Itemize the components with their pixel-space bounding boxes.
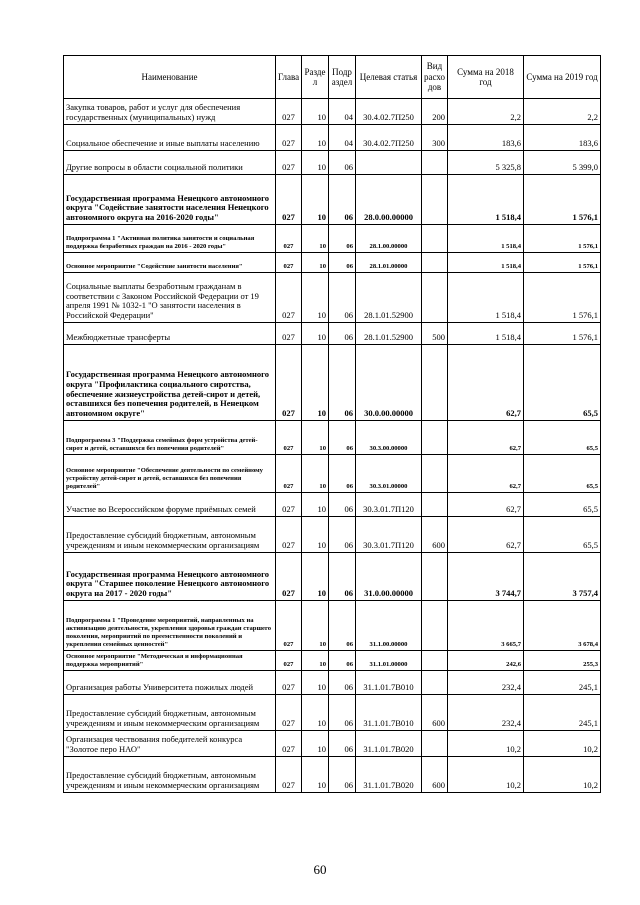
row-razdel: 10	[302, 695, 329, 731]
row-name: Социальное обеспечение и иные выплаты населению	[64, 125, 276, 151]
row-sum2019: 65,5	[524, 493, 601, 517]
row-vid: 600	[422, 695, 448, 731]
row-glava: 027	[276, 517, 302, 553]
row-sum2018: 1 518,4	[448, 323, 524, 345]
row-sum2018: 242,6	[448, 651, 524, 671]
row-vid: 200	[422, 99, 448, 125]
row-podrazdel: 06	[329, 651, 356, 671]
row-podrazdel: 06	[329, 345, 356, 421]
row-name: Участие во Всероссийском форуме приёмных семей	[64, 493, 276, 517]
table-row	[64, 99, 601, 125]
row-sum2019: 10,2	[524, 731, 601, 757]
row-vid	[422, 601, 448, 651]
row-sum2019: 1 576,1	[524, 273, 601, 323]
row-podrazdel: 06	[329, 517, 356, 553]
header-row	[64, 56, 601, 99]
table-row	[64, 493, 601, 517]
row-vid	[422, 253, 448, 273]
row-vid: 300	[422, 125, 448, 151]
header-razdel: Разде л	[302, 56, 329, 99]
table-row	[64, 601, 601, 651]
row-razdel: 10	[302, 493, 329, 517]
table-row	[64, 651, 601, 671]
row-sum2019: 65,5	[524, 455, 601, 493]
table-row	[64, 671, 601, 695]
row-podrazdel: 06	[329, 323, 356, 345]
row-vid: 600	[422, 757, 448, 793]
row-glava: 027	[276, 225, 302, 253]
row-podrazdel: 06	[329, 601, 356, 651]
table-row	[64, 455, 601, 493]
row-vid	[422, 455, 448, 493]
row-razdel: 10	[302, 323, 329, 345]
row-glava: 027	[276, 553, 302, 601]
row-razdel: 10	[302, 175, 329, 225]
row-target: 28.1.00.00000	[356, 225, 422, 253]
header-glava: Глава	[276, 56, 302, 99]
row-glava: 027	[276, 99, 302, 125]
row-glava: 027	[276, 273, 302, 323]
row-name: Основное мероприятие "Методическая и информационная поддержка мероприятий"	[64, 651, 276, 671]
row-sum2018: 183,6	[448, 125, 524, 151]
table-row	[64, 151, 601, 175]
row-glava: 027	[276, 695, 302, 731]
row-razdel: 10	[302, 455, 329, 493]
row-sum2018: 232,4	[448, 695, 524, 731]
row-target: 30.3.00.00000	[356, 421, 422, 455]
table-row	[64, 345, 601, 421]
row-sum2019: 1 576,1	[524, 253, 601, 273]
row-name: Социальные выплаты безработным гражданам в соответствии с Законом Российской Федерации от 19 апреля 1991 № 1032-1 "О занятости населения в Российской Федерации"	[64, 273, 276, 323]
row-razdel: 10	[302, 517, 329, 553]
row-podrazdel: 06	[329, 731, 356, 757]
row-podrazdel: 06	[329, 273, 356, 323]
row-sum2018: 62,7	[448, 493, 524, 517]
row-sum2019: 1 576,1	[524, 175, 601, 225]
row-podrazdel: 06	[329, 455, 356, 493]
header-name: Наименование	[64, 56, 276, 99]
row-glava: 027	[276, 345, 302, 421]
row-glava: 027	[276, 757, 302, 793]
table-row	[64, 273, 601, 323]
row-sum2019: 1 576,1	[524, 225, 601, 253]
row-glava: 027	[276, 493, 302, 517]
row-sum2018: 5 325,8	[448, 151, 524, 175]
row-name: Предоставление субсидий бюджетным, автономным учреждениям и иным некоммерческим организациям	[64, 695, 276, 731]
row-name: Другие вопросы в области социальной политики	[64, 151, 276, 175]
page-number: 60	[313, 862, 327, 877]
row-podrazdel: 06	[329, 253, 356, 273]
row-vid: 500	[422, 323, 448, 345]
row-razdel: 10	[302, 601, 329, 651]
row-glava: 027	[276, 323, 302, 345]
row-podrazdel: 06	[329, 225, 356, 253]
row-podrazdel: 04	[329, 99, 356, 125]
row-name: Подпрограмма 1 "Проведение мероприятий, направленных на активизацию деятельности, укрепления здоровья граждан старшего поколения, мероприятий по преемственности поколений и укрепления семейных ценностей"	[64, 601, 276, 651]
table-row	[64, 517, 601, 553]
table-row	[64, 253, 601, 273]
row-podrazdel: 06	[329, 553, 356, 601]
row-vid	[422, 421, 448, 455]
row-glava: 027	[276, 253, 302, 273]
header-target: Целевая статья	[356, 56, 422, 99]
row-target: 31.1.01.7В010	[356, 695, 422, 731]
row-target: 31.1.01.7В020	[356, 757, 422, 793]
table-body	[64, 99, 601, 793]
row-razdel: 10	[302, 671, 329, 695]
row-glava: 027	[276, 421, 302, 455]
table-row	[64, 225, 601, 253]
row-name: Государственная программа Ненецкого автономного округа "Профилактика социального сиротства, обеспечение жизнеустройства детей-сирот и детей, оставшихся без попечения родителей, в Ненецком автономном округе"	[64, 345, 276, 421]
row-sum2019: 65,5	[524, 517, 601, 553]
row-sum2019: 2,2	[524, 99, 601, 125]
row-vid	[422, 671, 448, 695]
row-target: 30.4.02.7П250	[356, 125, 422, 151]
row-target: 30.4.02.7П250	[356, 99, 422, 125]
row-glava: 027	[276, 455, 302, 493]
row-razdel: 10	[302, 421, 329, 455]
row-razdel: 10	[302, 125, 329, 151]
row-glava: 027	[276, 175, 302, 225]
header-sum2019: Сумма на 2019 год	[524, 56, 601, 99]
row-podrazdel: 06	[329, 671, 356, 695]
row-sum2018: 2,2	[448, 99, 524, 125]
row-name: Предоставление субсидий бюджетным, автономным учреждениям и иным некоммерческим организациям	[64, 517, 276, 553]
row-sum2019: 255,3	[524, 651, 601, 671]
row-sum2019: 3 757,4	[524, 553, 601, 601]
row-name: Закупка товаров, работ и услуг для обеспечения государственных (муниципальных) нужд	[64, 99, 276, 125]
row-target: 30.3.01.7П120	[356, 493, 422, 517]
row-target: 28.1.01.00000	[356, 253, 422, 273]
row-vid	[422, 553, 448, 601]
row-vid	[422, 651, 448, 671]
row-sum2019: 183,6	[524, 125, 601, 151]
row-target: 28.1.01.52900	[356, 273, 422, 323]
row-vid	[422, 493, 448, 517]
row-razdel: 10	[302, 273, 329, 323]
row-sum2019: 65,5	[524, 345, 601, 421]
row-sum2018: 1 518,4	[448, 273, 524, 323]
row-target: 28.1.01.52900	[356, 323, 422, 345]
row-target: 30.0.00.00000	[356, 345, 422, 421]
row-razdel: 10	[302, 253, 329, 273]
row-sum2018: 62,7	[448, 421, 524, 455]
row-target: 30.3.01.7П120	[356, 517, 422, 553]
row-sum2018: 3 744,7	[448, 553, 524, 601]
row-podrazdel: 06	[329, 757, 356, 793]
row-razdel: 10	[302, 731, 329, 757]
row-name: Подпрограмма 1 "Активная политика занятости и социальная поддержка безработных граждан на 2016 - 2020 годы"	[64, 225, 276, 253]
row-target: 31.1.00.00000	[356, 601, 422, 651]
row-target: 30.3.01.00000	[356, 455, 422, 493]
row-target: 31.0.00.00000	[356, 553, 422, 601]
row-sum2019: 10,2	[524, 757, 601, 793]
row-podrazdel: 04	[329, 125, 356, 151]
table-row	[64, 757, 601, 793]
header-sum2018: Сумма на 2018 год	[448, 56, 524, 99]
row-glava: 027	[276, 671, 302, 695]
row-glava: 027	[276, 601, 302, 651]
table-row	[64, 323, 601, 345]
row-name: Основное мероприятие "Обеспечение деятельности по семейному устройству детей-сирот и детей, оставшихся без попечения родителей"	[64, 455, 276, 493]
row-name: Государственная программа Ненецкого автономного округа "Старшее поколение Ненецкого автономного округа на 2017 - 2020 годы"	[64, 553, 276, 601]
row-name: Подпрограмма 3 "Поддержка семейных форм устройства детей-сирот и детей, оставшихся без попечения родителей"	[64, 421, 276, 455]
row-sum2019: 65,5	[524, 421, 601, 455]
row-target: 31.1.01.00000	[356, 651, 422, 671]
row-vid	[422, 273, 448, 323]
row-razdel: 10	[302, 553, 329, 601]
row-podrazdel: 06	[329, 493, 356, 517]
row-razdel: 10	[302, 757, 329, 793]
row-sum2019: 1 576,1	[524, 323, 601, 345]
row-sum2019: 5 399,0	[524, 151, 601, 175]
row-name: Предоставление субсидий бюджетным, автономным учреждениям и иным некоммерческим организациям	[64, 757, 276, 793]
row-sum2018: 3 665,7	[448, 601, 524, 651]
row-target: 31.1.01.7В020	[356, 731, 422, 757]
row-glava: 027	[276, 651, 302, 671]
row-vid	[422, 345, 448, 421]
row-razdel: 10	[302, 651, 329, 671]
table-row	[64, 175, 601, 225]
row-name: Организация чествования победителей конкурса "Золотое перо НАО"	[64, 731, 276, 757]
budget-table	[63, 55, 601, 793]
table-row	[64, 553, 601, 601]
row-sum2018: 1 518,4	[448, 253, 524, 273]
row-vid	[422, 225, 448, 253]
row-sum2018: 10,2	[448, 757, 524, 793]
row-vid	[422, 151, 448, 175]
header-vid: Вид расхо дов	[422, 56, 448, 99]
row-sum2018: 62,7	[448, 517, 524, 553]
row-sum2018: 1 518,4	[448, 175, 524, 225]
table-row	[64, 731, 601, 757]
row-sum2018: 10,2	[448, 731, 524, 757]
row-sum2019: 245,1	[524, 671, 601, 695]
row-target: 31.1.01.7В010	[356, 671, 422, 695]
row-sum2019: 3 678,4	[524, 601, 601, 651]
table-row	[64, 421, 601, 455]
row-podrazdel: 06	[329, 421, 356, 455]
row-vid	[422, 731, 448, 757]
row-razdel: 10	[302, 151, 329, 175]
row-target	[356, 151, 422, 175]
row-name: Межбюджетные трансферты	[64, 323, 276, 345]
table-row	[64, 695, 601, 731]
row-podrazdel: 06	[329, 695, 356, 731]
row-podrazdel: 06	[329, 175, 356, 225]
row-vid	[422, 175, 448, 225]
row-razdel: 10	[302, 225, 329, 253]
header-podrazdel: Подр аздел	[329, 56, 356, 99]
row-glava: 027	[276, 151, 302, 175]
row-name: Организация работы Университета пожилых людей	[64, 671, 276, 695]
row-podrazdel: 06	[329, 151, 356, 175]
row-glava: 027	[276, 125, 302, 151]
row-name: Государственная программа Ненецкого автономного округа "Содействие занятости населения Ненецкого автономного округа на 2016-2020 годы"	[64, 175, 276, 225]
row-razdel: 10	[302, 99, 329, 125]
row-name: Основное мероприятие "Содействие занятости населения"	[64, 253, 276, 273]
row-vid: 600	[422, 517, 448, 553]
row-glava: 027	[276, 731, 302, 757]
row-target: 28.0.00.00000	[356, 175, 422, 225]
row-sum2018: 62,7	[448, 455, 524, 493]
row-sum2018: 232,4	[448, 671, 524, 695]
row-razdel: 10	[302, 345, 329, 421]
row-sum2018: 1 518,4	[448, 225, 524, 253]
row-sum2018: 62,7	[448, 345, 524, 421]
row-sum2019: 245,1	[524, 695, 601, 731]
table-row	[64, 125, 601, 151]
